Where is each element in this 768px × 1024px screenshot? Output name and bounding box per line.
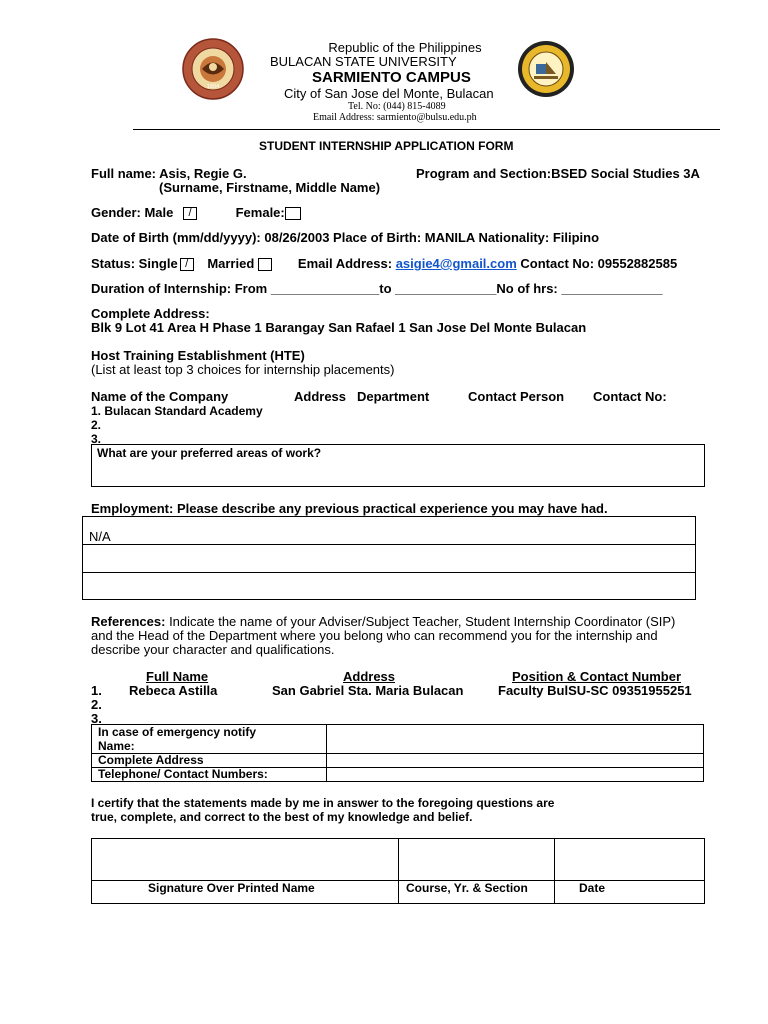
hte-col-address: Address xyxy=(294,389,347,404)
ref-row-num: 2. xyxy=(91,697,102,712)
email-link[interactable]: asigie4@gmail.com xyxy=(395,256,517,271)
address-label: Complete Address: xyxy=(91,306,210,321)
hte-col-department: Department xyxy=(357,389,430,404)
campus-seal-logo xyxy=(516,40,576,98)
references-line1 xyxy=(91,614,675,629)
header-email: Email Address: sarmiento@bulsu.edu.ph xyxy=(313,112,477,123)
certify-line1: I certify that the statements made by me in answer to the foregoing questions are xyxy=(91,796,555,810)
hte-row: 3. xyxy=(91,432,102,446)
married-checkbox[interactable] xyxy=(258,258,272,271)
course-label: Course, Yr. & Section xyxy=(406,881,528,895)
emergency-name-label: Name: xyxy=(98,739,135,753)
male-checkbox[interactable]: / xyxy=(183,207,197,220)
ref-row-address: San Gabriel Sta. Maria Bulacan xyxy=(272,683,464,698)
references-text3: describe your character and qualifications. xyxy=(91,642,335,657)
employment-answer: N/A xyxy=(89,529,111,544)
emergency-notify-cell xyxy=(92,725,327,754)
female-label: Female: xyxy=(235,205,285,220)
program-section: Program and Section:BSED Social Studies 3A xyxy=(416,166,700,181)
signature-label: Signature Over Printed Name xyxy=(148,881,315,895)
emergency-notify-label: In case of emergency notify xyxy=(98,725,257,739)
status-row xyxy=(91,256,677,271)
references-text2: and the Head of the Department where you belong who can recommend you for the internship and xyxy=(91,628,658,643)
references-label: References: xyxy=(91,614,166,629)
ref-row-name: Rebeca Astilla xyxy=(129,683,218,698)
signature-divider xyxy=(398,839,399,903)
status-single-label: Status: Single xyxy=(91,256,178,271)
single-checkbox[interactable]: / xyxy=(180,258,194,271)
header-university: BULACAN STATE UNIVERSITY xyxy=(270,54,457,69)
date-label: Date xyxy=(579,881,606,895)
preferred-areas-box[interactable] xyxy=(91,444,705,487)
emergency-name-value[interactable] xyxy=(327,725,704,754)
emergency-address-label: Complete Address xyxy=(92,754,327,768)
header-divider xyxy=(133,129,720,130)
emergency-phone-label: Telephone/ Contact Numbers: xyxy=(92,768,327,782)
ref-col-address: Address xyxy=(343,669,396,684)
email-label: Email Address: xyxy=(297,256,393,271)
header-campus: SARMIENTO CAMPUS xyxy=(312,69,471,86)
hte-row: 1. Bulacan Standard Academy xyxy=(91,404,263,418)
employment-box[interactable] xyxy=(82,516,696,600)
hte-col-contact-person: Contact Person xyxy=(468,389,565,404)
address-value: Blk 9 Lot 41 Area H Phase 1 Barangay San Rafael 1 San Jose Del Monte Bulacan xyxy=(91,320,587,335)
signature-divider xyxy=(554,839,555,903)
birth-details: Date of Birth (mm/dd/yyyy): 08/26/2003 Place of Birth: MANILA Nationality: Filipino xyxy=(91,230,600,245)
hte-col-contact-no: Contact No: xyxy=(593,389,667,404)
hte-hint: (List at least top 3 choices for internship placements) xyxy=(91,362,395,377)
ref-row-num: 3. xyxy=(91,711,102,726)
header-tel: Tel. No: (044) 815-4089 xyxy=(348,101,446,112)
hte-col-company: Name of the Company xyxy=(91,389,229,404)
ref-row-position: Faculty BulSU-SC 09351955251 xyxy=(498,683,692,698)
certify-line2: true, complete, and correct to the best of my knowledge and belief. xyxy=(91,810,473,824)
hte-row: 2. xyxy=(91,418,102,432)
header-city: City of San Jose del Monte, Bulacan xyxy=(284,86,494,101)
female-checkbox[interactable] xyxy=(285,207,301,220)
employment-label: Employment: Please describe any previous practical experience you may have had. xyxy=(91,501,608,516)
form-title: STUDENT INTERNSHIP APPLICATION FORM xyxy=(259,139,514,153)
emergency-address-value[interactable] xyxy=(327,754,704,768)
ref-col-position: Position & Contact Number xyxy=(512,669,682,684)
references-text1: Indicate the name of your Adviser/Subject Teacher, Student Internship Coordinator (SIP) xyxy=(169,614,676,629)
employment-line xyxy=(83,544,695,545)
university-seal-logo xyxy=(180,38,246,100)
ref-row-num: 1. xyxy=(91,683,102,698)
signature-table xyxy=(91,838,705,904)
fullname-hint: (Surname, Firstname, Middle Name) xyxy=(159,180,381,195)
duration-row: Duration of Internship: From _______________to ______________No of hrs: ______________ xyxy=(91,281,663,296)
preferred-areas-question: What are your preferred areas of work? xyxy=(97,446,322,460)
status-married-label: Married xyxy=(207,256,255,271)
fullname-label: Full name: Asis, Regie G. xyxy=(91,166,247,181)
gender-row xyxy=(91,205,301,220)
seal-year-text: 1904 xyxy=(206,84,220,90)
gender-label: Gender: Male xyxy=(91,205,174,220)
emergency-table xyxy=(91,724,704,782)
ref-col-name: Full Name xyxy=(146,669,209,684)
header-republic: Republic of the Philippines xyxy=(328,40,482,55)
employment-line xyxy=(83,572,695,573)
emergency-phone-value[interactable] xyxy=(327,768,704,782)
hte-title: Host Training Establishment (HTE) xyxy=(91,348,305,363)
contact-number: Contact No: 09552882585 xyxy=(520,256,678,271)
